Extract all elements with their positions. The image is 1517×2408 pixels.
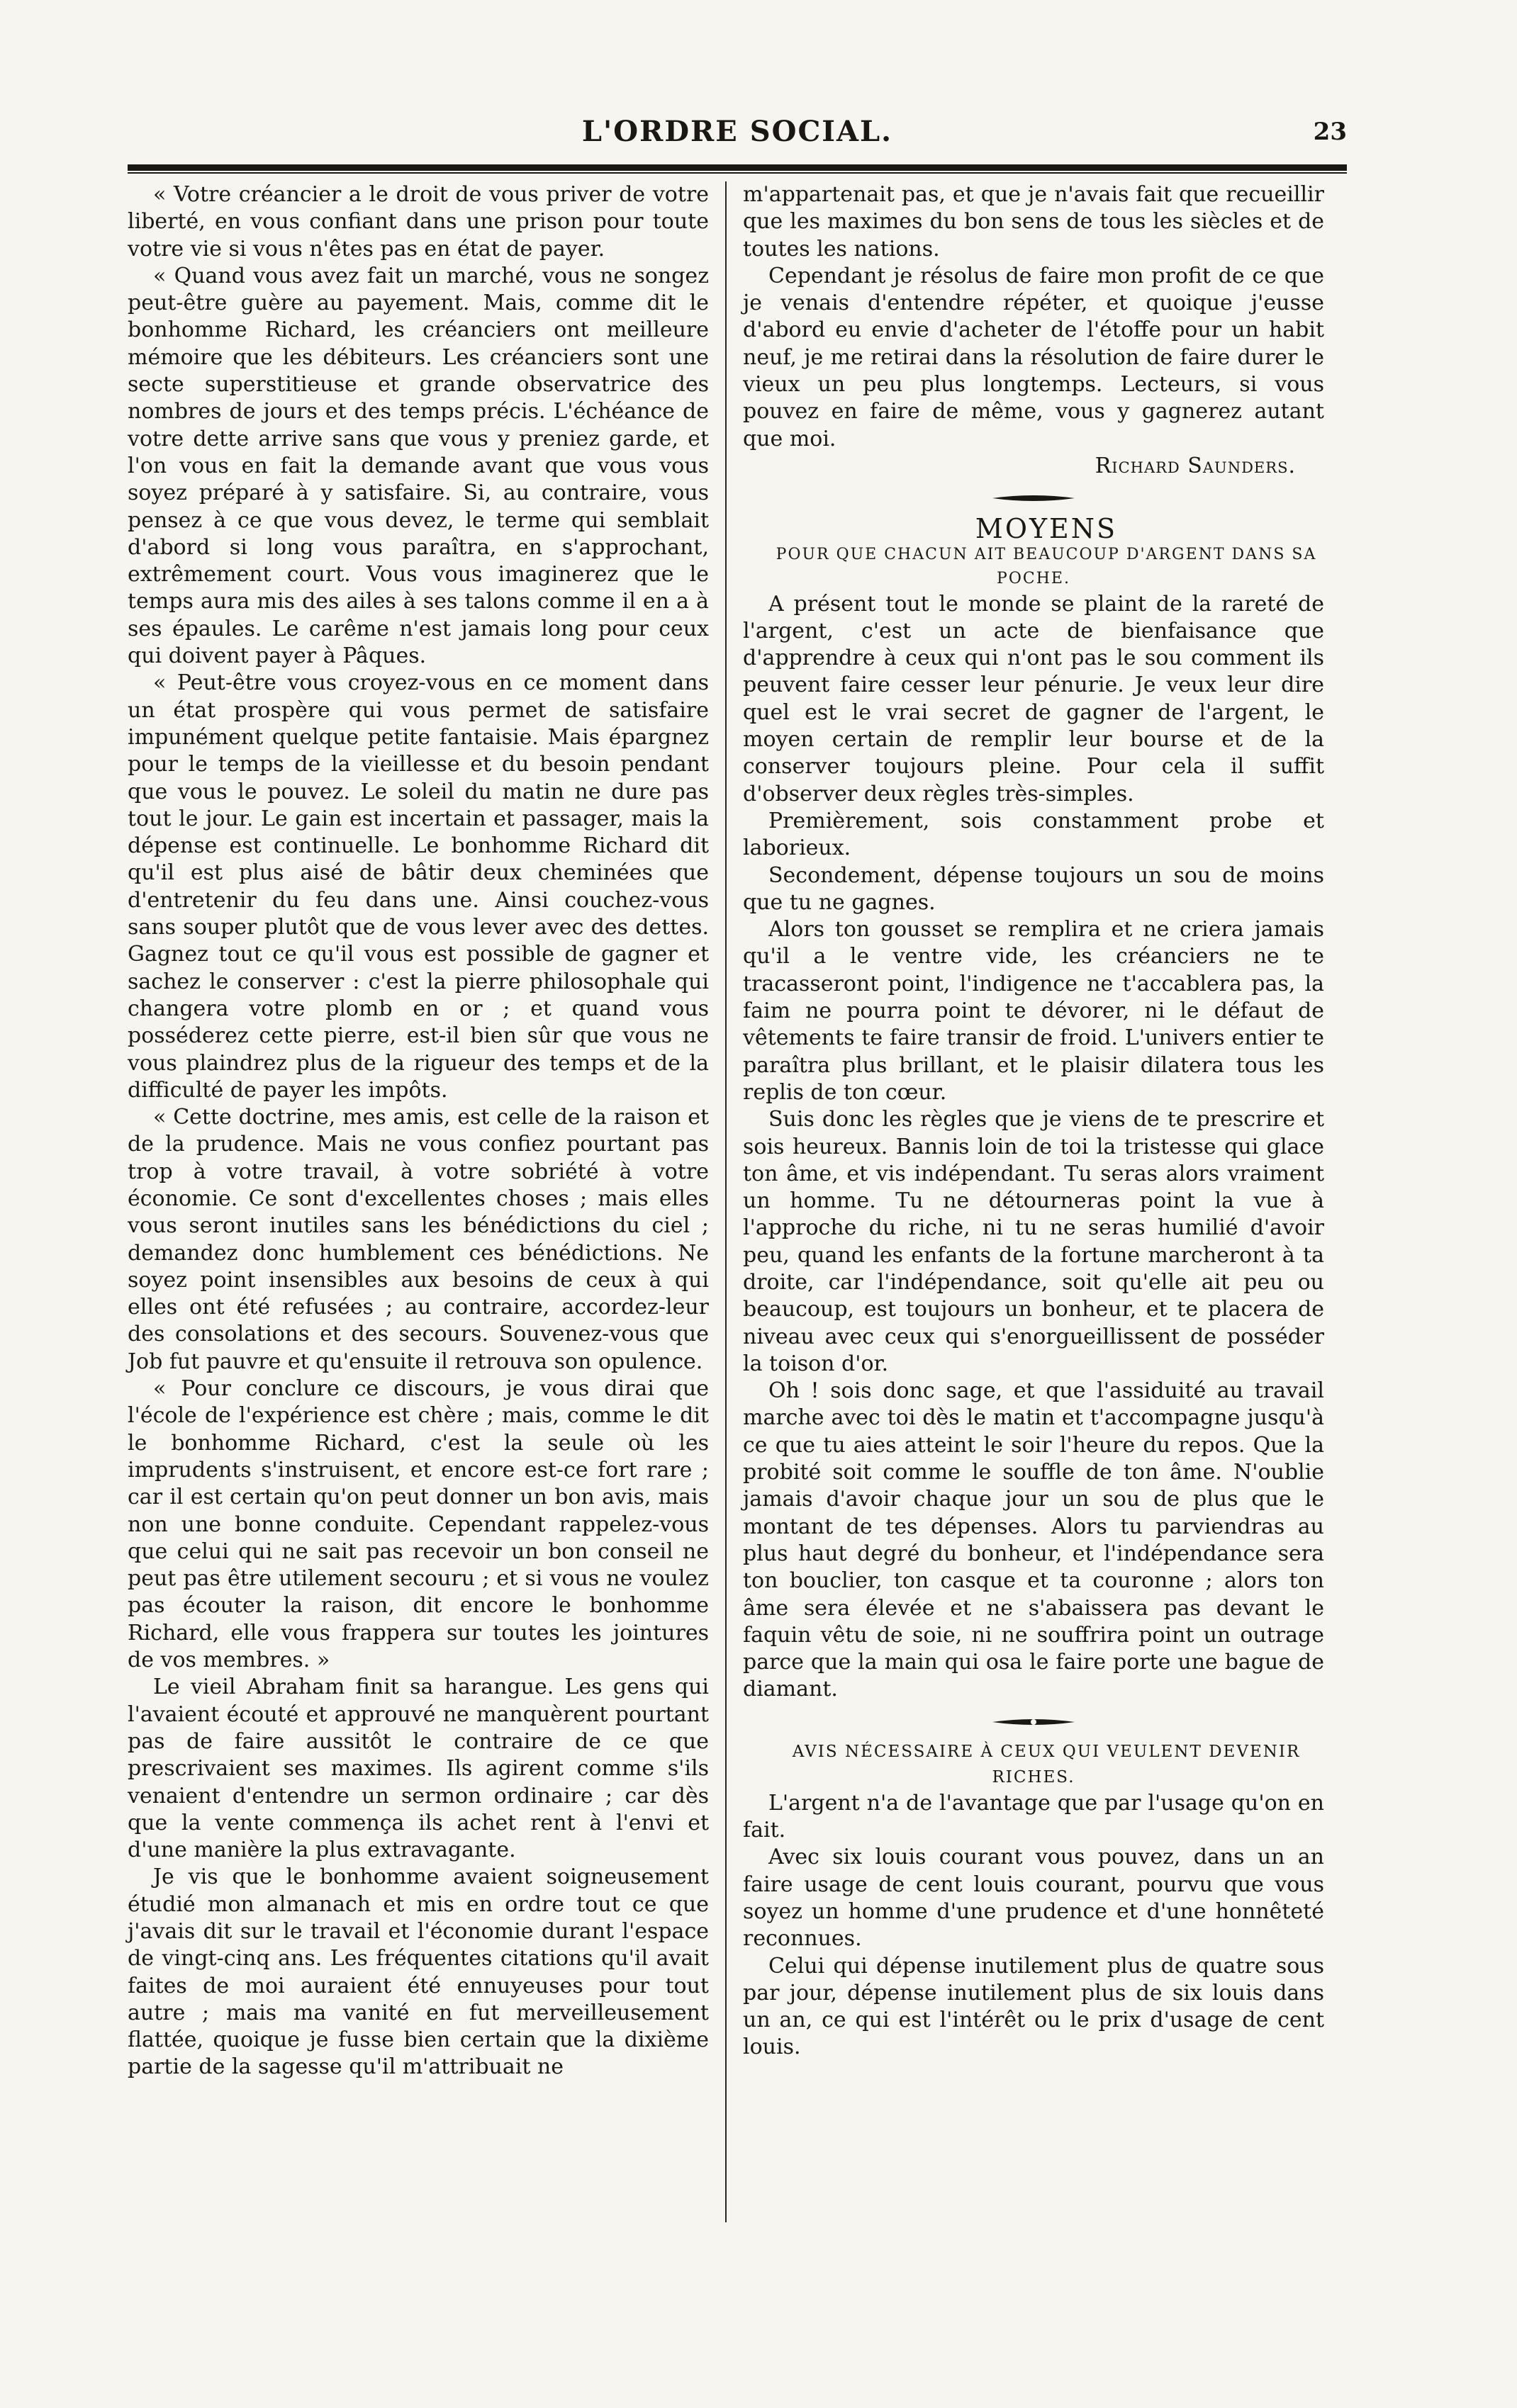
- paragraph: A présent tout le monde se plaint de la rareté de l'argent, c'est un acte de bienfaisance que d'apprendre à ceux qui n'ont pas le sou comment ils peuvent faire cesser leur pénurie. Je veux leur dire quel est le vrai secret de gagner de l'argent, le moyen certain de remplir leur bourse et de la conserver toujours pleine. Pour cela il suffit d'observer deux règles très-simples.: [743, 591, 1324, 806]
- paragraph: Avec six louis courant vous pouvez, dans un an faire usage de cent louis courant, pourvu que vous soyez un homme d'une prudence et d'une honnêteté reconnues.: [743, 1845, 1324, 1952]
- paragraph: Le vieil Abraham finit sa harangue. Les gens qui l'avaient écouté et approuvé ne manquèrent pourtant pas de faire aussitôt le contraire de ce que prescrivaient ses maximes. Ils agirent comme s'ils venaient d'entendre un sermon ordinaire ; car dès que la vente commença ils achet rent à l'envi et d'une manière la plus extravagante.: [128, 1675, 709, 1863]
- paragraph: Suis donc les règles que je viens de te prescrire et sois heureux. Bannis loin de toi la tristesse qui glace ton âme, et vis indépendant. Tu seras alors vraiment un homme. Tu ne détourneras point la vue à l'approche du riche, ni tu ne seras humilié d'avoir peu, quand les enfants de la fortune marcheront à ta droite, car l'indépendance, soit qu'elle ait peu ou beaucoup, est toujours un bonheur, et te placera de niveau avec ceux qui s'enorgueillissent de posséder la toison d'or.: [743, 1107, 1324, 1376]
- paragraph: Alors ton gousset se remplira et ne criera jamais qu'il a le ventre vide, les créanciers ne te tracasseront point, l'indigence ne t'accablera pas, la faim ne pourra point te dévorer, ni le défaut de vêtements te faire transir de froid. L'univers entier te paraîtra plus brillant, et le plaisir dilatera tous les replis de ton cœur.: [743, 917, 1324, 1105]
- paragraph: L'argent n'a de l'avantage que par l'usage qu'on en fait.: [743, 1790, 1324, 1843]
- column-divider: [725, 181, 727, 2222]
- divider-ornament: [991, 494, 1076, 502]
- paragraph: Celui qui dépense inutilement plus de quatre sous par jour, dépense inutilement plus de six louis dans un an, ce qui est l'intérêt ou le prix d'usage de cent louis.: [743, 1953, 1324, 2060]
- paragraph: « Votre créancier a le droit de vous priver de votre liberté, en vous confiant dans une prison pour toute votre vie si vous n'êtes pas en état de payer.: [128, 182, 709, 261]
- paragraph: « Pour conclure ce discours, je vous dirai que l'école de l'expérience est chère ; mais, comme le dit le bonhomme Richard, c'est la seule où les imprudents s'instruisent, et encore est-ce fort rare ; car il est certain qu'on peut donner un bon avis, mais non une bonne conduite. Cependant rappelez-vous que celui qui ne sait pas recevoir un bon conseil ne peut pas être utilement secouru ; et si vous ne voulez pas écouter la raison, dit encore le bonhomme Richard, elle vous frappera sur toutes les jointures de vos membres. »: [128, 1376, 709, 1673]
- page-title: L'ORDRE SOCIAL.: [581, 115, 893, 148]
- right-column: [743, 181, 1324, 2061]
- paragraph: Je vis que le bonhomme avaient soigneusement étudié mon almanach et mis en ordre tout ce que j'avais dit sur le travail et l'économie durant l'espace de vingt-cinq ans. Les fréquentes citations qu'il avait faites de moi auraient été ennuyeuses pour tout autre ; mais ma vanité en fut merveilleusement flattée, quoique je fusse bien certain que la dixième partie de la sagesse qu'il m'attribuait ne: [128, 1864, 709, 2080]
- paragraph: Secondement, dépense toujours un sou de moins que tu ne gagnes.: [743, 862, 1324, 915]
- header-rule-thin: [128, 172, 1347, 174]
- masthead: [128, 113, 1347, 156]
- paragraph: « Quand vous avez fait un marché, vous ne songez peut-être guère au payement. Mais, comme dit le bonhomme Richard, les créanciers ont meilleure mémoire que les débiteurs. Les créanciers sont une secte superstitieuse et grande observatrice des nombres de jours et des temps précis. L'échéance de votre dette arrive sans que vous y preniez garde, et l'on vous en fait la demande avant que vous vous soyez préparé à y satisfaire. Si, au contraire, vous pensez à ce que vous devez, le terme qui semblait d'abord si long vous paraîtra, en s'approchant, extrêmement court. Vous vous imaginerez que le temps aura mis des ailes à ses talons comme il en a à ses épaules. Le carême n'est jamais long pour ceux qui doivent payer à Pâques.: [128, 263, 709, 669]
- paragraph: m'appartenait pas, et que je n'avais fait que recueillir que les maximes du bon sens de tous les siècles et de toutes les nations.: [743, 182, 1324, 261]
- paragraph: Cependant je résolus de faire mon profit de ce que je venais d'entendre répéter, et quoique j'eusse d'abord eu envie d'acheter de l'étoffe pour un habit neuf, je me retirai dans la résolution de faire durer le vieux un peu plus longtemps. Lecteurs, si vous pouvez en faire de même, vous y gagnerez autant que moi.: [743, 263, 1324, 451]
- signature: Richard Saunders.: [1095, 453, 1296, 478]
- page-number: 23: [1313, 118, 1347, 146]
- paragraph: Premièrement, sois constamment probe et laborieux.: [743, 808, 1324, 861]
- paragraph: Oh ! sois donc sage, et que l'assiduité au travail marche avec toi dès le matin et t'accompagne jusqu'à ce que tu aies atteint le soir l'heure du repos. Que la probité soit comme le souffle de ton âme. N'oublie jamais d'avoir chaque jour un sou de plus que le montant de tes dépenses. Alors tu parviendras au plus haut degré du bonheur, et l'indépendance sera ton bouclier, ton casque et ta couronne ; alors ton âme sera élevée et ne s'abaissera pas devant le faquin vêtu de soie, ni ne souffrira point un outrage parce que la main qui osa le faire porte une bague de diamant.: [743, 1378, 1324, 1702]
- left-column: [128, 181, 709, 2081]
- paragraph: « Cette doctrine, mes amis, est celle de la raison et de la prudence. Mais ne vous confiez pourtant pas trop à votre travail, à votre sobriété à votre économie. Ce sont d'excellentes choses ; mais elles vous seront inutiles sans les bénédictions du ciel ; demandez donc humblement ces bénédictions. Ne soyez point insensibles aux besoins de ceux à qui elles ont été refusées ; au contraire, accordez-leur des consolations et des secours. Souvenez-vous que Job fut pauvre et qu'ensuite il retrouva son opulence.: [128, 1105, 709, 1374]
- divider-ornament: [991, 1718, 1076, 1726]
- section-title: MOYENS: [975, 513, 1118, 545]
- header-rule: [128, 164, 1347, 171]
- section-title: AVIS NÉCESSAIRE À CEUX QUI VEULENT DEVENIR RICHES.: [792, 1742, 1301, 1787]
- section-subtitle: POUR QUE CHACUN AIT BEAUCOUP D'ARGENT DANS SA POCHE.: [776, 545, 1317, 587]
- paragraph: « Peut-être vous croyez-vous en ce moment dans un état prospère qui vous permet de satisfaire impunément quelque petite fantaisie. Mais épargnez pour le temps de la vieillesse et du besoin pendant que vous le pouvez. Le soleil du matin ne dure pas tout le jour. Le gain est incertain et passager, mais la dépense est continuelle. Le bonhomme Richard dit qu'il est plus aisé de bâtir deux cheminées que d'entretenir du feu dans une. Ainsi couchez-vous sans souper plutôt que de vous lever avec des dettes. Gagnez tout ce qu'il vous est possible de gagner et sachez le conserver : c'est la pierre philosophale qui changera votre plomb en or ; et quand vous posséderez cette pierre, est-il bien sûr que vous ne vous plaindrez plus de la rigueur des temps et de la difficulté de payer les impôts.: [128, 670, 709, 1103]
